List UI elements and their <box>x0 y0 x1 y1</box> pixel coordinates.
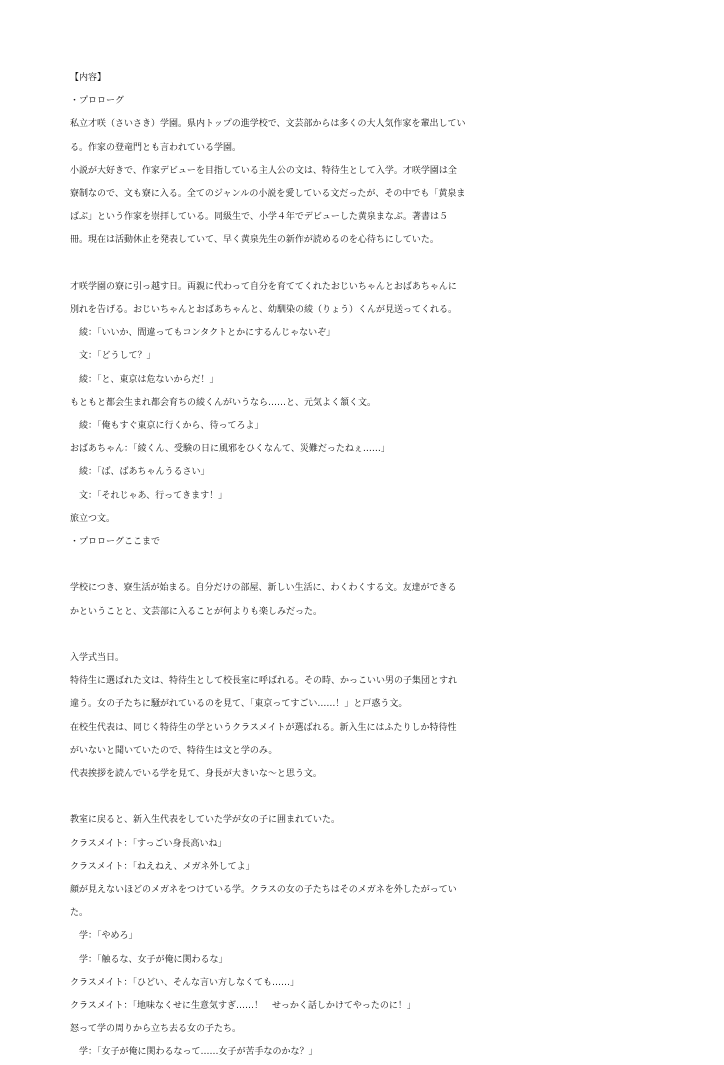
text-line: 冊。現在は活動休止を発表していて、早く黄泉先生の新作が読めるのを心待ちにしていた。 <box>70 235 439 246</box>
text-line: がいないと聞いていたので、特待生は文と学のみ。 <box>70 745 278 756</box>
text-line: クラスメイト：「ねえねえ、メガネ外してよ」 <box>70 861 255 872</box>
text-line: 在校生代表は、同じく特待生の学というクラスメイトが選ばれる。新入生にはふたりしか特待性 <box>70 722 457 733</box>
text-line: 違う。女の子たちに騒がれているのを見て、「東京ってすごい……！」と戸惑う文。 <box>70 699 408 710</box>
text-line: 別れを告げる。おじいちゃんとおばあちゃんと、幼馴染の綾（りょう）くんが見送ってくれる。 <box>70 305 458 316</box>
text-line: クラスメイト：「すっごい身長高いね」 <box>70 838 227 849</box>
text-line: 学：「女子が俺に関わるなって……女子が苦手なのかな？」 <box>70 1047 318 1058</box>
text-line: 私立才咲（さいさき）学園。県内トップの進学校で、文芸部からは多くの大人気作家を輩出してい <box>70 119 466 130</box>
text-line: 綾：「俺もすぐ東京に行くから、待ってろよ」 <box>70 421 264 432</box>
text-line: る。作家の登竜門とも言われている学園。 <box>70 142 242 153</box>
text-line: 代表挨拶を読んでいる学を見て、身長が大きいな～と思う文。 <box>70 769 322 780</box>
text-line: 旅立つ文。 <box>70 513 116 524</box>
text-line: 才咲学園の寮に引っ越す日。両親に代わって自分を育ててくれたおじいちゃんとおばあちゃんに <box>70 281 457 292</box>
text-line: 特待生に選ばれた文は、特待生として校長室に呼ばれる。その時、かっこいい男の子集団とすれ <box>70 676 458 687</box>
blank-line <box>70 253 670 276</box>
text-line: 綾：「いいか、間違ってもコンタクトとかにするんじゃないぞ」 <box>70 328 336 339</box>
text-line: クラスメイト：「地味なくせに生意気すぎ……！ せっかく話しかけてやったのに！」 <box>70 1001 416 1012</box>
text-line: 学：「触るな、女子が俺に関わるな」 <box>70 954 228 965</box>
text-line: かということと、文芸部に入ることが何よりも楽しみだった。 <box>70 606 323 617</box>
text-line: 入学式当日。 <box>70 653 125 664</box>
text-line: 【内容】 <box>70 73 107 83</box>
text-line: た。 <box>70 908 89 919</box>
text-line: ・プロローグ <box>70 96 125 107</box>
text-line: 怒って学の周りから立ち去る女の子たち。 <box>70 1024 242 1035</box>
text-line: ぱぶ」という作家を崇拝している。同級生で、小学４年でデビューした黄泉まなぶ。著書は５ <box>70 212 449 223</box>
blank-line <box>70 786 670 809</box>
text-line: 文：「どうして？」 <box>70 351 156 362</box>
text-line: 寮制なので、文も寮に入る。全てのジャンルの小説を愛している文だったが、その中でも「黄泉ま <box>70 189 466 200</box>
text-line: 顔が見えないほどのメガネをつけている学。クラスの女の子たちはそのメガネを外したがってい <box>70 885 457 896</box>
text-line: もともと都会生まれ都会育ちの綾くんがいうなら……と、元気よく頷く文。 <box>70 397 377 408</box>
text-line: ・プロローグここまで <box>70 537 161 548</box>
blank-line <box>70 624 670 647</box>
text-line: 小説が大好きで、作家デビューを目指している主人公の文は、特待生として入学。才咲学園は全 <box>70 165 457 176</box>
text-line: クラスメイト：「ひどい、そんな言い方しなくても……」 <box>70 977 300 988</box>
text-line: 教室に戻ると、新入生代表をしていた学が女の子に囲まれていた。 <box>70 815 341 826</box>
text-line: 文：「それじゃあ、行ってきます！」 <box>70 490 228 501</box>
blank-line <box>70 554 670 577</box>
text-line: 学校につき、寮生活が始まる。自分だけの部屋、新しい生活に、わくわくする文。友達ができる <box>70 583 457 594</box>
text-line: 綾：「と、東京は危ないからだ！」 <box>70 374 219 385</box>
text-line: 学：「やめろ」 <box>70 931 138 942</box>
text-line: 綾：「ば、ばあちゃんうるさい」 <box>70 467 210 478</box>
text-line: おばあちゃん：「綾くん、受験の日に風邪をひくなんて、災難だったねぇ……」 <box>70 444 390 455</box>
document-body <box>70 67 670 1065</box>
